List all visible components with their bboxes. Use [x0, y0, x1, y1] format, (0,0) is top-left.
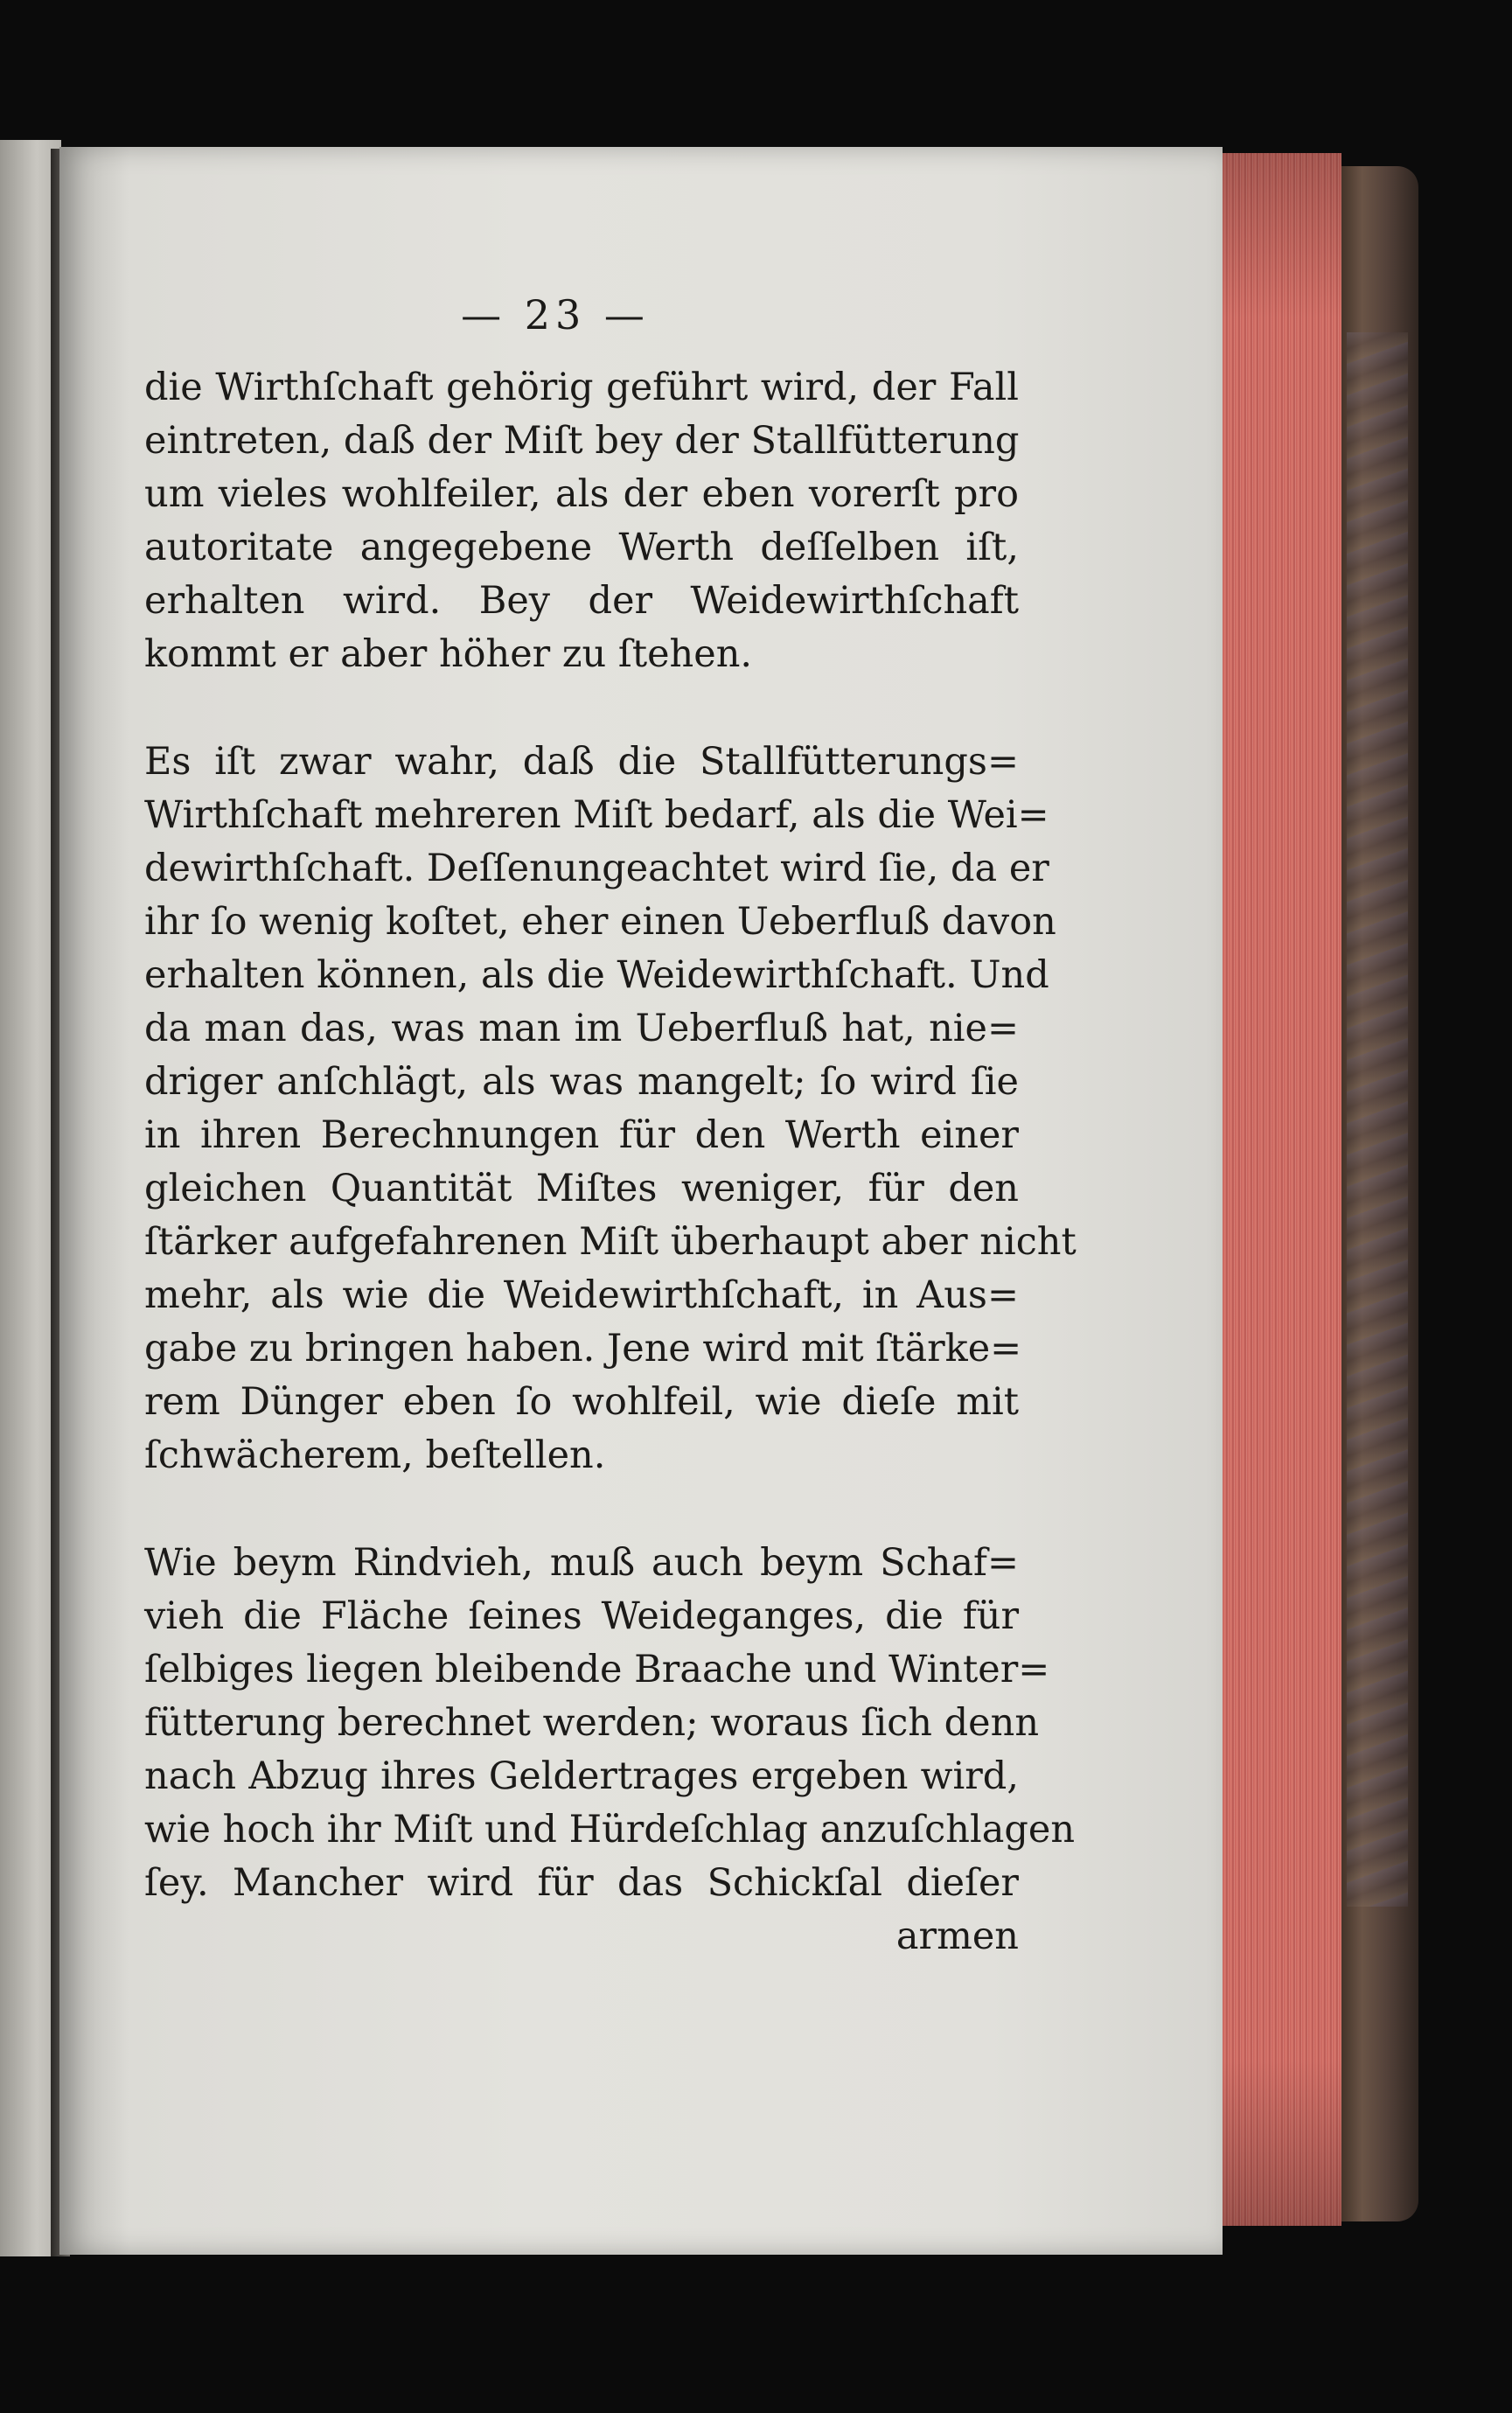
text-line: erhalten wird. Bey der Weidewirthſchaft	[144, 579, 1019, 623]
text-line: dewirthſchaft. Deſſenungeachtet wird ſie, da er	[144, 847, 1049, 890]
text-line: da man das, was man im Ueberfluß hat, nie=	[144, 1007, 1019, 1050]
page-text-block	[144, 289, 1077, 1963]
text-line: mehr, als wie die Weidewirthſchaft, in Aus=	[144, 1273, 1019, 1317]
text-line: ſey. Mancher wird für das Schickſal dieſer	[144, 1861, 1019, 1905]
text-line: gleichen Quantität Miſtes weniger, für den	[144, 1167, 1019, 1210]
text-line: die Wirthſchaft gehörig geführt wird, der Fall	[144, 366, 1019, 409]
text-line: autoritate angegebene Werth deſſelben iſt,	[144, 526, 1019, 569]
text-line: ſtärker aufgefahrenen Miſt überhaupt aber nicht	[144, 1220, 1077, 1264]
text-line: rem Dünger eben ſo wohlfeil, wie dieſe mit	[144, 1380, 1019, 1424]
text-line: Wie beym Rindvieh, muß auch beym Schaf=	[144, 1541, 1019, 1585]
text-line: vieh die Fläche ſeines Weideganges, die für	[144, 1594, 1019, 1638]
text-line: Wirthſchaft mehreren Miſt bedarf, als die Wei=	[144, 793, 1049, 837]
text-line: in ihren Berechnungen für den Werth einer	[144, 1113, 1019, 1157]
paragraphs	[144, 361, 1077, 1910]
text-line: wie hoch ihr Miſt und Hürdeſchlag anzuſchlagen	[144, 1808, 1076, 1852]
text-line: fütterung berechnet werden; woraus ſich denn	[144, 1701, 1040, 1745]
text-line: Es iſt zwar wahr, daß die Stallfütterungs=	[144, 740, 1019, 784]
text-line: ſchwächerem, beſtellen.	[144, 1433, 606, 1477]
text-line: ihr ſo wenig koſtet, eher einen Ueberfluß davon	[144, 900, 1056, 944]
paragraph	[144, 1537, 1076, 1910]
paragraph	[144, 361, 1019, 681]
text-line: driger anſchlägt, als was mangelt; ſo wird ſie	[144, 1060, 1019, 1104]
text-line: ſelbiges liegen bleibende Braache und Winter=	[144, 1648, 1050, 1691]
catchword: armen	[895, 1914, 1019, 1958]
text-line: gabe zu bringen haben. Jene wird mit ſtärke=	[144, 1327, 1022, 1370]
text-line: eintreten, daß der Miſt bey der Stallfütterung	[144, 419, 1020, 463]
marbled-cover-pattern	[1347, 332, 1408, 1907]
paragraph	[144, 736, 1077, 1482]
text-line: um vieles wohlfeiler, als der eben vorerſt pro	[144, 472, 1019, 516]
page-number-header: — 23 —	[461, 291, 650, 338]
text-line: kommt er aber höher zu ſtehen.	[144, 632, 753, 676]
text-line: erhalten können, als die Weidewirthſchaft. Und	[144, 953, 1049, 997]
page-edge-shadow	[1210, 153, 1341, 2226]
text-line: nach Abzug ihres Geldertrages ergeben wird,	[144, 1754, 1019, 1798]
